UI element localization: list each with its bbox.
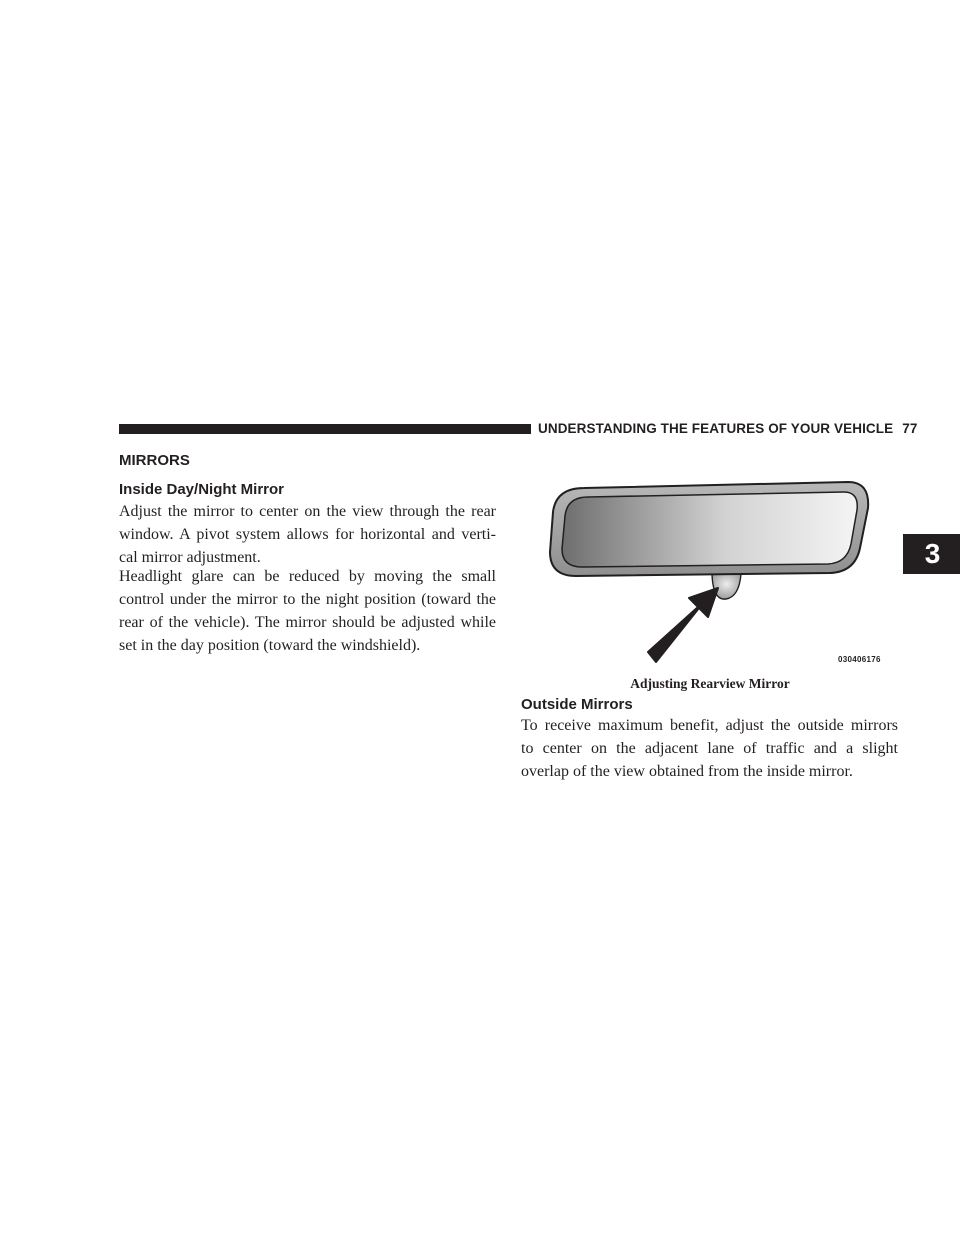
text-line: Headlight glare can be reduced by moving the small: [119, 568, 496, 585]
chapter-tab[interactable]: 3: [903, 534, 960, 574]
figure-code: 030406176: [838, 655, 881, 664]
text-line: control under the mirror to the night position (toward the: [119, 591, 496, 608]
rearview-mirror-illustration: [540, 476, 900, 676]
running-header: [538, 421, 917, 436]
inside-mirror-paragraph-2: [119, 565, 496, 657]
subheading-outside-mirrors: Outside Mirrors: [521, 696, 633, 713]
text-line: cal mirror adjustment.: [119, 549, 261, 566]
page-number: 77: [902, 421, 918, 436]
text-line: window. A pivot system allows for horizontal and verti-: [119, 526, 496, 543]
mirror-body: [550, 482, 868, 576]
section-title: UNDERSTANDING THE FEATURES OF YOUR VEHICLE: [538, 421, 894, 436]
text-line: To receive maximum benefit, adjust the outside mirrors: [521, 717, 898, 734]
outside-mirrors-paragraph: [521, 714, 898, 783]
inside-mirror-paragraph-1: [119, 500, 496, 569]
text-line: Adjust the mirror to center on the view through the rear: [119, 503, 496, 520]
arrow-pointer-icon: [648, 588, 718, 662]
text-line: set in the day position (toward the windshield).: [119, 637, 421, 654]
text-line: to center on the adjacent lane of traffic and a slight: [521, 740, 898, 757]
figure-caption: Adjusting Rearview Mirror: [630, 676, 790, 691]
header-rule: [119, 424, 531, 434]
subheading-inside-mirror: Inside Day/Night Mirror: [119, 481, 285, 498]
section-heading-mirrors: MIRRORS: [119, 452, 190, 469]
text-line: rear of the vehicle). The mirror should be adjusted while: [119, 614, 496, 631]
text-line: overlap of the view obtained from the inside mirror.: [521, 763, 853, 780]
